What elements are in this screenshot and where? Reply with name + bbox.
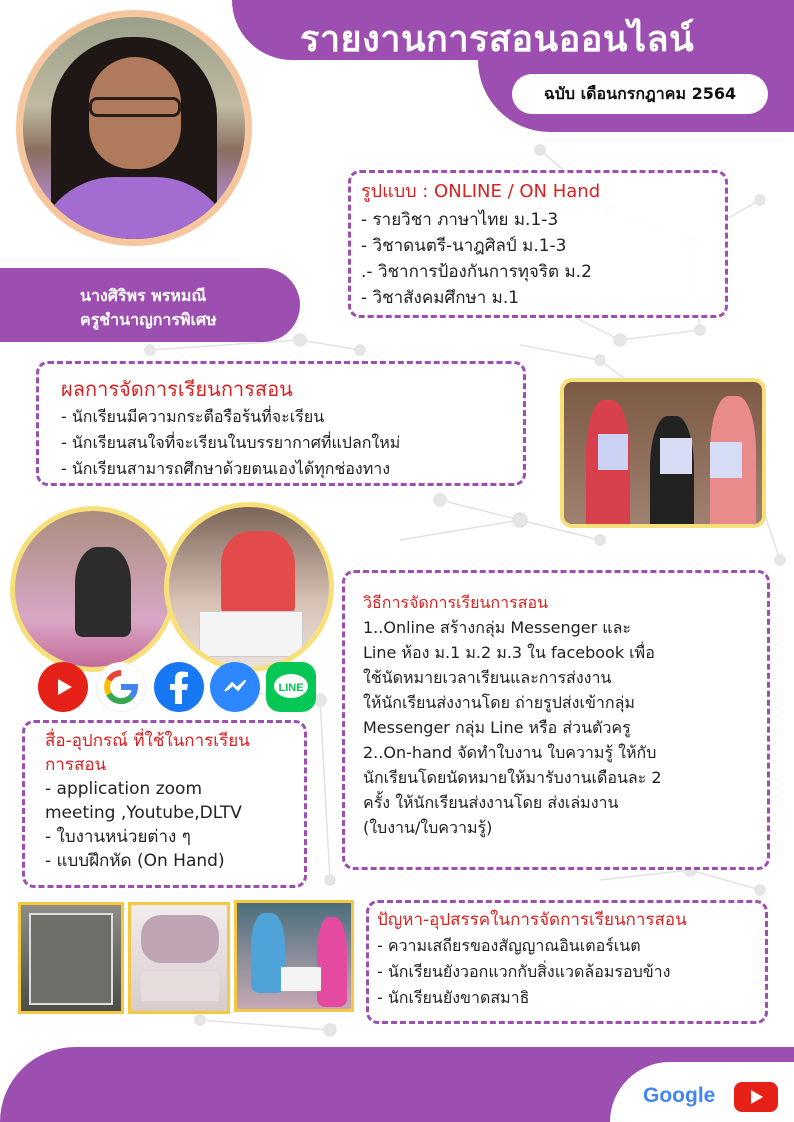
problems-item: - นักเรียนยังวอกแวกกับสิ่งแวดล้อมรอบข้าง: [377, 962, 671, 981]
messenger-icon: [210, 662, 260, 712]
problems-item: - นักเรียนยังขาดสมาธิ: [377, 988, 530, 1007]
app-icons-row: [38, 662, 318, 714]
problems-title: ปัญหา-อุปสรรคในการจัดการเรียนการสอน: [377, 910, 687, 930]
methods-line: นักเรียนโดยนัดหมายให้มารับงานเดือนละ 2: [363, 768, 662, 787]
teacher-position: ครูชำนาญการพิเศษ: [80, 310, 217, 329]
media-item: - แบบฝึกหัด (On Hand): [45, 851, 225, 871]
google-logo: [643, 1084, 715, 1108]
line-icon: [266, 662, 316, 712]
results-item: - นักเรียนมีความกระตือรือร้นที่จะเรียน: [61, 407, 325, 426]
methods-line: ครั้ง ให้นักเรียนส่งงานโดย ส่งเล่มงาน: [363, 793, 619, 812]
methods-line: (ใบงาน/ใบความรู้): [363, 818, 493, 837]
page-title: รายงานการสอนออนไลน์: [300, 19, 695, 60]
teacher-name-band: [0, 268, 300, 342]
media-title-continued: การสอน: [45, 755, 107, 775]
format-item: .- วิชาการป้องกันการทุจริต ม.2: [361, 262, 592, 282]
methods-line: 2..On-hand จัดทำใบงาน ใบความรู้ ให้กับ: [363, 743, 657, 762]
exercise-book-photo: [128, 902, 230, 1014]
google-icon: [96, 662, 146, 712]
results-box: [36, 361, 526, 486]
format-item: - วิชาสังคมศึกษา ม.1: [361, 288, 520, 308]
problems-box: [366, 900, 768, 1024]
methods-line: 1..Online สร้างกลุ่ม Messenger และ: [363, 618, 632, 637]
media-item: - application zoom: [45, 779, 203, 799]
student-writing-photo: [164, 502, 334, 672]
results-item: - นักเรียนสนใจที่จะเรียนในบรรยากาศที่แปลกใหม่: [61, 433, 401, 452]
media-box: [22, 720, 307, 888]
teacher-name: นางศิริพร พรหมณี: [80, 286, 207, 305]
profile-photo-frame: [16, 10, 252, 246]
youtube-icon: [38, 662, 88, 712]
format-item: - วิชาดนตรี-นาฎศิลป์ ม.1-3: [361, 236, 567, 256]
document-handout-photo: [234, 900, 354, 1012]
media-title: สื่อ-อุปกรณ์ ที่ใช้ในการเรียน: [45, 731, 250, 751]
student-studying-photo: [10, 506, 176, 672]
svg-text:LINE: LINE: [278, 682, 304, 694]
methods-line: Messenger กลุ่ม Line หรือ ส่วนตัวครู: [363, 718, 631, 737]
format-item: - รายวิชา ภาษาไทย ม.1-3: [361, 210, 559, 230]
problems-item: - ความเสถียรของสัญญาณอินเตอร์เนต: [377, 936, 641, 955]
profile-photo: [23, 17, 245, 239]
media-item: meeting ,Youtube,DLTV: [45, 803, 242, 823]
results-title: ผลการจัดการเรียนการสอน: [61, 377, 293, 401]
edition-badge: ฉบับ เดือนกรกฎาคม 2564: [512, 74, 768, 114]
worksheet-cover-photo: [18, 902, 124, 1014]
youtube-footer-icon: [734, 1082, 778, 1112]
methods-line: Line ห้อง ม.1 ม.2 ม.3 ใน facebook เพื่อ: [363, 643, 655, 662]
google-logo-text: Google: [643, 1084, 716, 1107]
format-box: [348, 170, 728, 318]
results-item: - นักเรียนสามารถศึกษาด้วยตนเองได้ทุกช่องทาง: [61, 459, 391, 478]
methods-line: ใช้นัดหมายเวลาเรียนและการส่งงาน: [363, 668, 612, 687]
methods-line: ให้นักเรียนส่งงานโดย ถ่ายรูปส่งเข้ากลุ่ม: [363, 693, 635, 712]
media-item: - ใบงานหน่วยต่าง ๆ: [45, 827, 191, 847]
students-holding-documents-photo: [560, 378, 766, 528]
format-title: รูปแบบ : ONLINE / ON Hand: [361, 181, 601, 202]
methods-box: [342, 570, 770, 870]
facebook-icon: [154, 662, 204, 712]
methods-title: วิธีการจัดการเรียนการสอน: [363, 593, 548, 612]
